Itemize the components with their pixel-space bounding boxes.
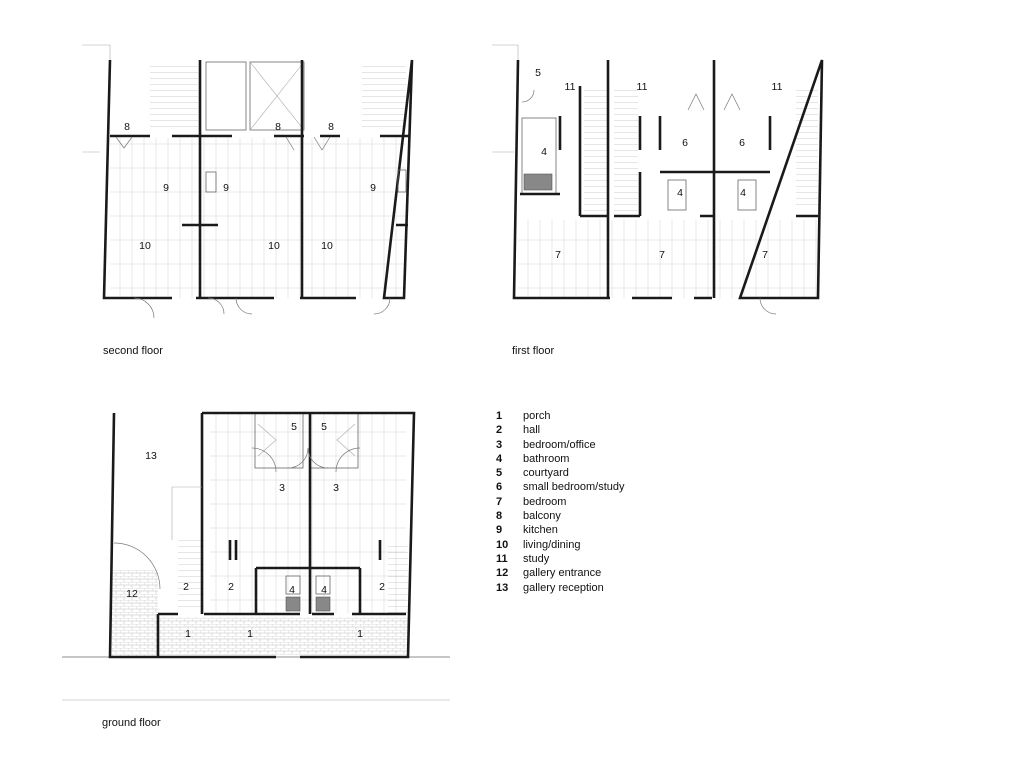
legend-label: porch — [523, 410, 551, 422]
legend-number: 12 — [496, 567, 509, 580]
legend-item — [496, 523, 625, 537]
room-label: 4 — [677, 186, 683, 199]
room-label: 9 — [163, 181, 169, 194]
legend-number: 10 — [496, 538, 509, 551]
room-label: 5 — [291, 420, 297, 433]
room-label: 11 — [771, 80, 783, 93]
room-label: 7 — [762, 248, 768, 261]
legend-item — [496, 566, 625, 580]
legend-item — [496, 538, 625, 552]
legend-number: 5 — [496, 467, 503, 480]
room-label: 9 — [370, 181, 376, 194]
room-label: 6 — [682, 136, 688, 149]
room-label: 10 — [139, 239, 151, 252]
room-label: 8 — [328, 120, 334, 133]
legend-number: 2 — [496, 424, 503, 437]
room-label: 4 — [740, 186, 746, 199]
room-label: 9 — [223, 181, 229, 194]
room-label: 3 — [279, 481, 285, 494]
legend-number: 4 — [496, 452, 503, 465]
legend-item — [496, 480, 625, 494]
legend-item — [496, 466, 625, 480]
room-label: 6 — [739, 136, 745, 149]
room-label: 11 — [636, 80, 648, 93]
legend-label: kitchen — [523, 524, 558, 537]
room-label: 1 — [247, 627, 253, 640]
legend-item — [496, 438, 625, 452]
legend-item — [496, 509, 625, 523]
ground-floor-plan — [62, 413, 450, 700]
legend-number: 13 — [496, 581, 509, 594]
legend-label: study — [523, 552, 550, 565]
room-label: 2 — [379, 580, 385, 593]
legend-number: 11 — [496, 552, 508, 565]
room-label: 7 — [659, 248, 665, 261]
second-floor-title: second floor — [103, 345, 163, 357]
ground-floor-title: ground floor — [102, 717, 161, 729]
legend-item — [496, 409, 625, 423]
room-label: 4 — [289, 583, 295, 596]
room-label: 11 — [564, 80, 576, 93]
room-label: 2 — [228, 580, 234, 593]
room-label: 8 — [275, 120, 281, 133]
room-label: 4 — [541, 145, 547, 158]
room-label: 2 — [183, 580, 189, 593]
legend-item — [496, 552, 625, 566]
legend-label: courtyard — [523, 467, 569, 480]
room-label: 10 — [321, 239, 333, 252]
room-label: 4 — [321, 583, 327, 596]
second-floor-plan — [82, 45, 412, 318]
legend-item — [496, 423, 625, 437]
legend-number: 7 — [496, 495, 503, 508]
legend-label: bedroom — [523, 495, 567, 508]
legend-number: 1 — [496, 410, 503, 422]
legend-label: hall — [523, 424, 541, 437]
legend-number: 3 — [496, 438, 503, 451]
room-label: 5 — [321, 420, 327, 433]
legend-label: small bedroom/study — [523, 481, 625, 494]
room-label: 7 — [555, 248, 561, 261]
room-label: 5 — [535, 66, 541, 79]
first-floor-title: first floor — [512, 345, 555, 357]
room-label: 1 — [185, 627, 191, 640]
legend-number: 8 — [496, 510, 503, 523]
legend-label: gallery reception — [523, 581, 604, 594]
legend-label: gallery entrance — [523, 567, 602, 580]
legend-label: bathroom — [523, 452, 570, 465]
legend-number: 9 — [496, 524, 503, 537]
legend-label: bedroom/office — [523, 438, 596, 451]
room-label: 1 — [357, 627, 363, 640]
room-label: 12 — [126, 587, 138, 600]
legend-item — [496, 452, 625, 466]
legend-number: 6 — [496, 481, 503, 494]
legend-label: balcony — [523, 510, 561, 523]
legend-label: living/dining — [523, 538, 581, 551]
room-label: 10 — [268, 239, 280, 252]
legend-item — [496, 581, 625, 595]
room-label: 8 — [124, 120, 130, 133]
legend — [496, 409, 625, 595]
room-label: 3 — [333, 481, 339, 494]
room-label: 13 — [145, 449, 157, 462]
legend-item — [496, 495, 625, 509]
